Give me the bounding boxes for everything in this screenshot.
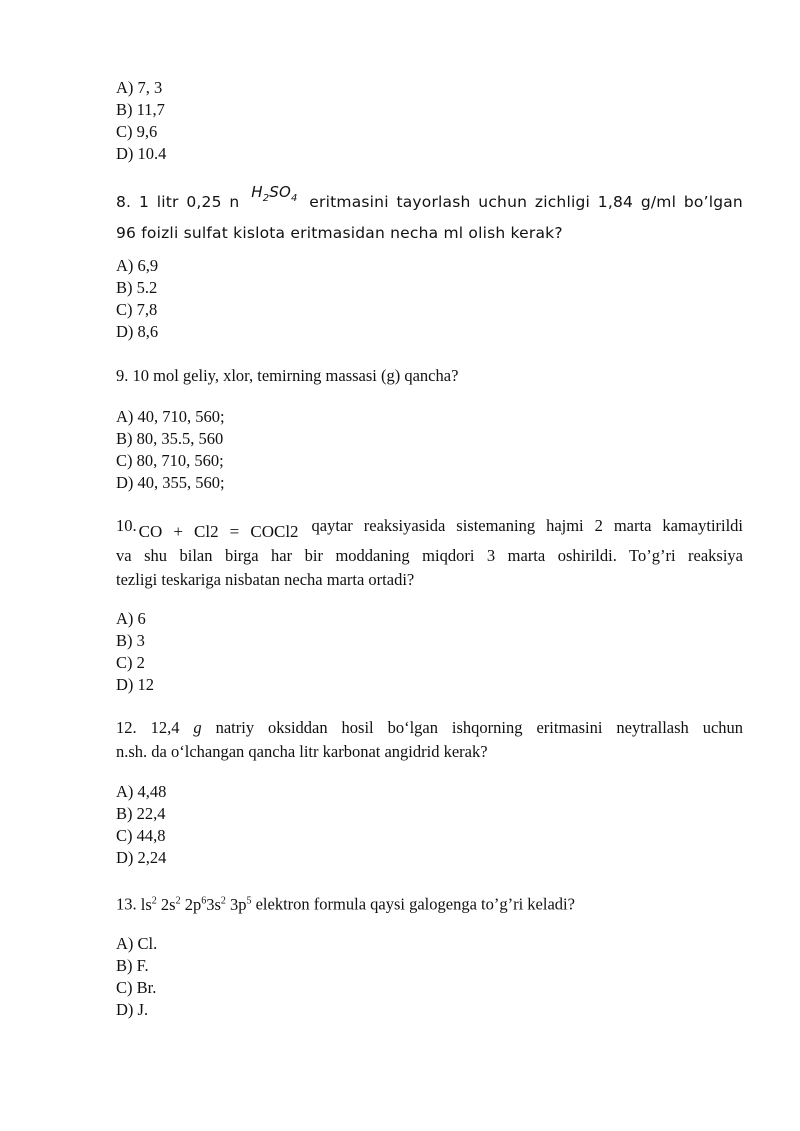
question-8 (116, 183, 743, 245)
option-c: C) 9,6 (116, 122, 158, 141)
option-d: D) 2,24 (116, 848, 167, 867)
option-c: C) 7,8 (116, 300, 158, 319)
option-c: C) 80, 710, 560; (116, 451, 224, 470)
option-a: A) 40, 710, 560; (116, 407, 225, 426)
option-b: B) 80, 35.5, 560 (116, 429, 224, 448)
option-d: D) 40, 355, 560; (116, 473, 225, 492)
question-8-line-2: 96 foizli sulfat kislota eritmasidan necha ml olish kerak? (116, 224, 563, 242)
option-a: A) 6,9 (116, 256, 159, 275)
question-12 (116, 716, 743, 764)
question-10-line-3: tezligi teskariga nisbatan necha marta ortadi? (116, 570, 415, 589)
question-12-line-2: n.sh. da o‘lchangan qancha litr karbonat angidrid kerak? (116, 742, 488, 761)
option-c: C) Br. (116, 978, 157, 997)
option-a: A) 7, 3 (116, 78, 163, 97)
option-b: B) 5.2 (116, 278, 158, 297)
reaction-equation: CO + Cl2 = COCl2 (138, 522, 299, 541)
option-d: D) 10.4 (116, 144, 167, 163)
option-a: A) Cl. (116, 934, 158, 953)
unit-g: g (193, 718, 202, 737)
option-b: B) 3 (116, 631, 145, 650)
option-d: D) 12 (116, 675, 155, 694)
question-9: 9. 10 mol geliy, xlor, temirning massasi (g) qancha? (116, 366, 459, 385)
h2so4-formula: $H_2SO_4$ (251, 183, 298, 204)
option-a: A) 4,48 (116, 782, 167, 801)
question-13: 13. $ls^2$ $2s^2$ $2p^63s^2$ $3p^5$ elektron formula qaysi galogenga to’g’ri keladi? (116, 894, 575, 914)
electron-configuration: $ls^2$ $2s^2$ $2p^63s^2$ $3p^5$ (140, 894, 252, 914)
question-10-line-1: 10. CO + Cl2 = COCl2 qaytar reaksiyasida sistemaning hajmi 2 marta kamaytirildi (116, 516, 744, 541)
option-b: B) 11,7 (116, 100, 165, 119)
option-b: B) F. (116, 956, 149, 975)
option-d: D) 8,6 (116, 322, 159, 341)
option-d: D) J. (116, 1000, 149, 1019)
question-8-line-1: 8. 1 litr 0,25 n $H_2SO_4$ eritmasini tayorlash uchun zichligi 1,84 g/ml bo’lgan (116, 183, 743, 211)
option-c: C) 2 (116, 653, 145, 672)
option-a: A) 6 (116, 609, 146, 628)
option-b: B) 22,4 (116, 804, 166, 823)
question-12-line-1: 12. 12,4 g natriy oksiddan hosil bo‘lgan ishqorning eritmasini neytrallash uchun (116, 718, 744, 737)
option-c: C) 44,8 (116, 826, 166, 845)
question-10-line-2: va shu bilan birga har bir moddaning miqdori 3 marta oshirildi. To’g’ri reaksiya (116, 546, 743, 565)
question-10 (116, 514, 743, 592)
